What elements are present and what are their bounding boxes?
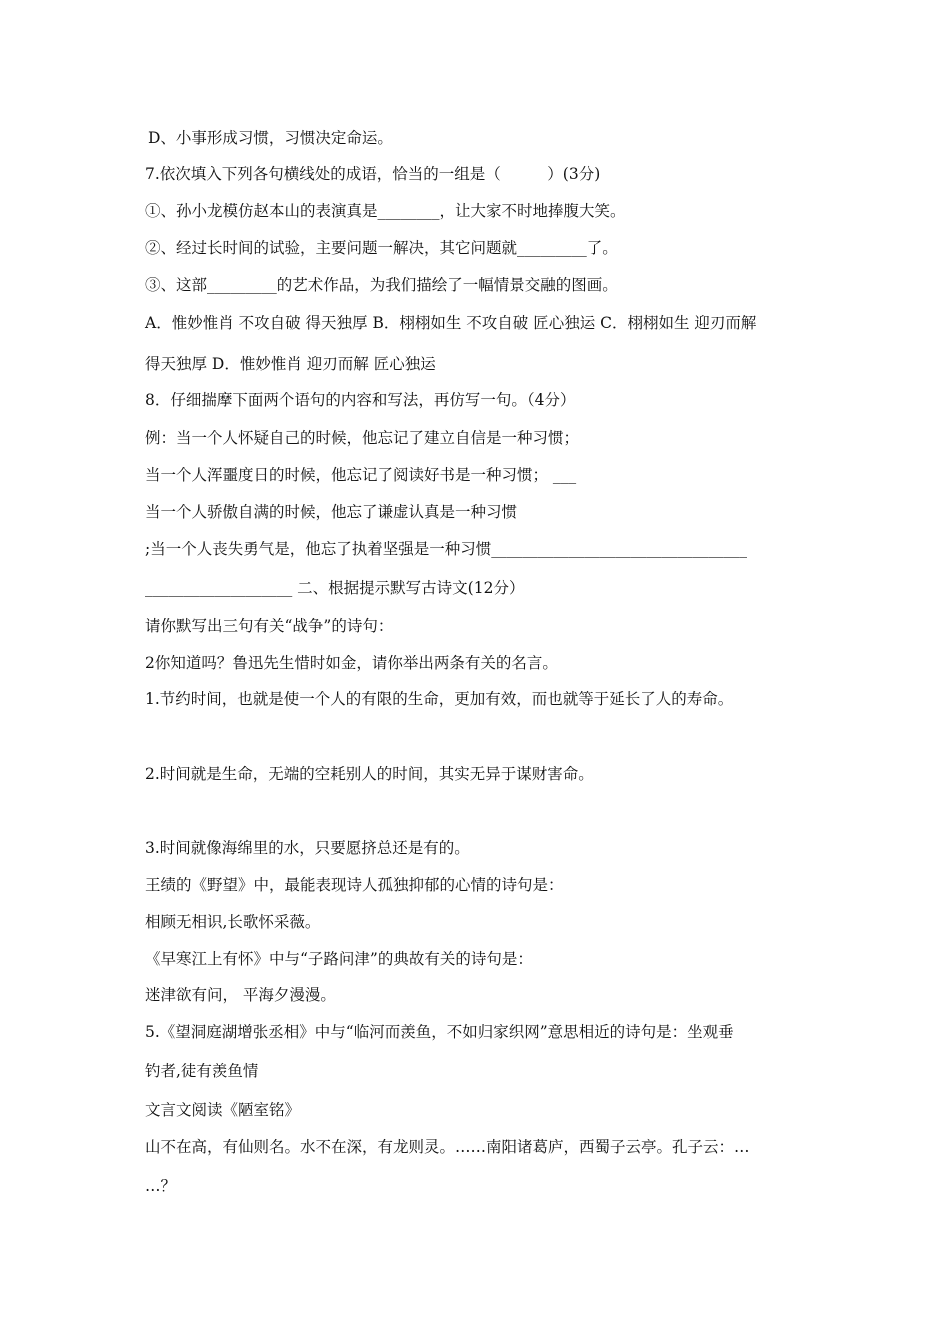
option-d: D、小事形成习惯，习惯决定命运。 xyxy=(148,129,393,147)
answer-line-3: ;当一个人丧失勇气是，他忘了执着坚强是一种习惯_________________________________ xyxy=(145,540,747,558)
question-5: 5.《望洞庭湖增张丞相》中与“临河而羡鱼，不如归家织网”意思相近的诗句是：坐观垂 xyxy=(145,1023,734,1041)
lu-xun-prompt: 2你知道吗？鲁迅先生惜时如金，请你举出两条有关的名言。 xyxy=(145,654,558,672)
zao-han-prompt: 《早寒江上有怀》中与“子路问津”的典故有关的诗句是： xyxy=(145,950,533,968)
question-7-sentence-3: ③、这部_________的艺术作品，为我们描绘了一幅情景交融的图画。 xyxy=(145,276,618,294)
question-7: 7.依次填入下列各句横线处的成语，恰当的一组是（ ）(3分) xyxy=(145,165,601,183)
question-8: 8．仔细揣摩下面两个语句的内容和写法，再仿写一句。（4分） xyxy=(145,391,576,409)
question-7-options-cont: 得天独厚 D．惟妙惟肖 迎刃而解 匠心独运 xyxy=(145,355,436,373)
lou-shi-ming-text: 山不在高，有仙则名。水不在深，有龙则灵。……南阳诸葛庐，西蜀子云亭。孔子云：… xyxy=(145,1138,750,1156)
war-poem-prompt: 请你默写出三句有关“战争”的诗句： xyxy=(145,617,394,635)
question-7-options: A．惟妙惟肖 不攻自破 得天独厚 B．栩栩如生 不攻自破 匠心独运 C．栩栩如生 迎刃而解 xyxy=(145,314,757,332)
answer-line-2: 当一个人骄傲自满的时候，他忘了谦虚认真是一种习惯 xyxy=(145,503,518,521)
answer-line-1: 当一个人浑噩度日的时候，他忘记了阅读好书是一种习惯； ___ xyxy=(145,466,577,484)
quote-1: 1.节约时间，也就是使一个人的有限的生命，更加有效，而也就等于延长了人的寿命。 xyxy=(145,690,734,708)
quote-3: 3.时间就像海绵里的水，只要愿挤总还是有的。 xyxy=(145,839,470,857)
question-5-cont: 钓者,徒有羡鱼情 xyxy=(145,1062,259,1080)
reading-heading: 文言文阅读《陋室铭》 xyxy=(145,1101,301,1119)
zao-han-answer: 迷津欲有问， 平海夕漫漫。 xyxy=(145,986,336,1004)
section-2-heading: ___________________ 二、根据提示默写古诗文(12分） xyxy=(145,579,525,597)
question-7-sentence-2: ②、经过长时间的试验，主要问题一解决，其它问题就_________了。 xyxy=(145,239,618,257)
question-8-example: 例：当一个人怀疑自己的时候，他忘记了建立自信是一种习惯； xyxy=(145,429,580,447)
ye-wang-prompt: 王绩的《野望》中，最能表现诗人孤独抑郁的心情的诗句是： xyxy=(145,876,564,894)
ye-wang-answer: 相顾无相识,长歌怀采薇。 xyxy=(145,913,321,931)
lou-shi-ming-text-cont: …？ xyxy=(145,1177,177,1195)
quote-2: 2.时间就是生命，无端的空耗别人的时间，其实无异于谋财害命。 xyxy=(145,765,594,783)
question-7-sentence-1: ①、孙小龙模仿赵本山的表演真是________，让大家不时地捧腹大笑。 xyxy=(145,202,626,220)
